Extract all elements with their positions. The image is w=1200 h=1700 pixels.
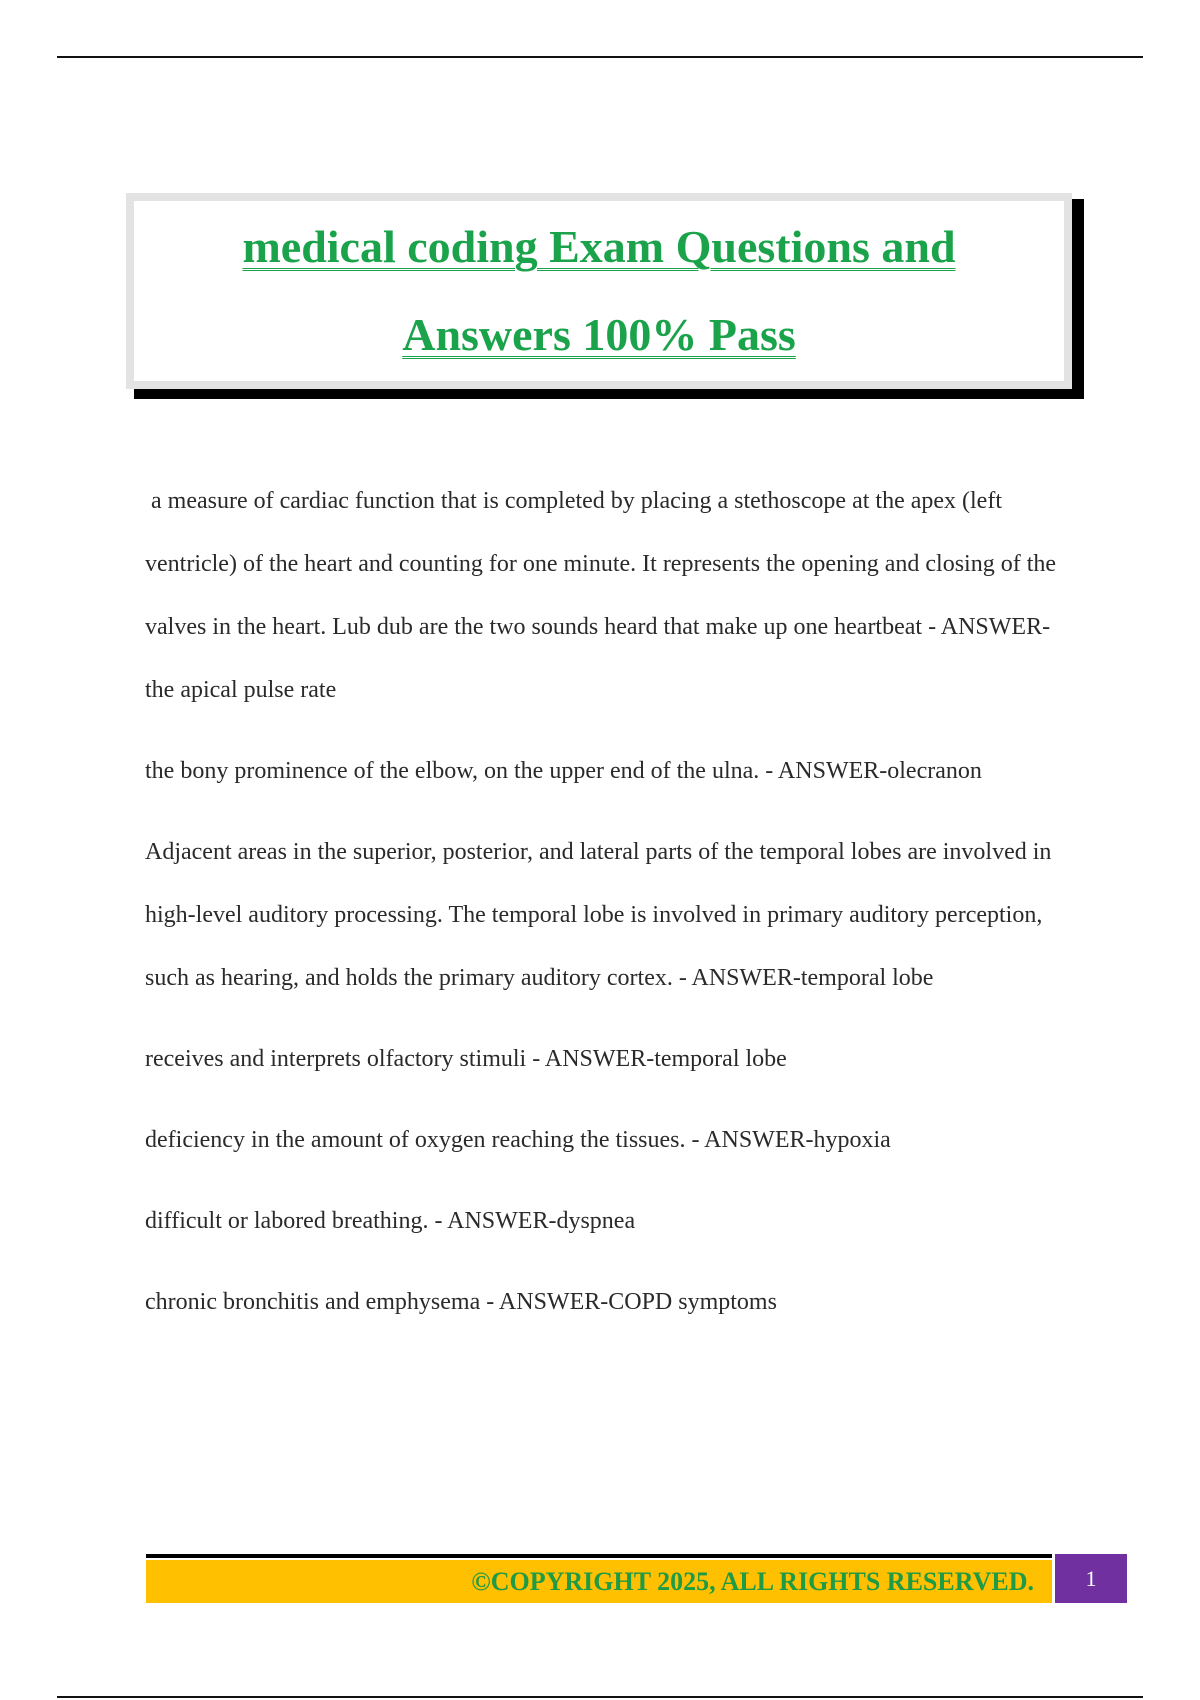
page-number: 1	[1055, 1554, 1127, 1603]
title-box	[126, 193, 1072, 389]
title-line-2: Answers 100% Pass	[402, 309, 796, 360]
qa-item: chronic bronchitis and emphysema - ANSWER-COPD symptoms	[145, 1289, 777, 1315]
copyright-text: ©COPYRIGHT 2025, ALL RIGHTS RESERVED.	[471, 1566, 1034, 1596]
qa-item: the bony prominence of the elbow, on the upper end of the ulna. - ANSWER-olecranon	[145, 758, 982, 784]
qa-item: difficult or labored breathing. - ANSWER-dyspnea	[145, 1208, 636, 1234]
footer-copyright-bar	[146, 1560, 1052, 1603]
qa-item: deficiency in the amount of oxygen reaching the tissues. - ANSWER-hypoxia	[145, 1127, 891, 1153]
qa-item: Adjacent areas in the superior, posterior, and lateral parts of the temporal lobes are involved in high-level auditory processing. The temporal lobe is involved in primary auditory perception, such as hearing, and holds the primary auditory cortex. - ANSWER-temporal lobe	[145, 839, 1052, 991]
qa-item: a measure of cardiac function that is completed by placing a stethoscope at the apex (left ventricle) of the heart and counting for one minute. It represents the opening and closing of the valves in the heart. Lub dub are the two sounds heard that make up one heartbeat - ANSWER-the apical pulse rate	[145, 488, 1057, 703]
title-line-1: medical coding Exam Questions and	[242, 221, 956, 272]
top-rule	[57, 56, 1143, 58]
bottom-rule	[57, 1696, 1143, 1698]
qa-item: receives and interprets olfactory stimuli - ANSWER-temporal lobe	[145, 1046, 787, 1072]
footer-rule	[146, 1554, 1052, 1558]
document-title	[169, 203, 1029, 379]
qa-list	[145, 470, 1065, 1352]
